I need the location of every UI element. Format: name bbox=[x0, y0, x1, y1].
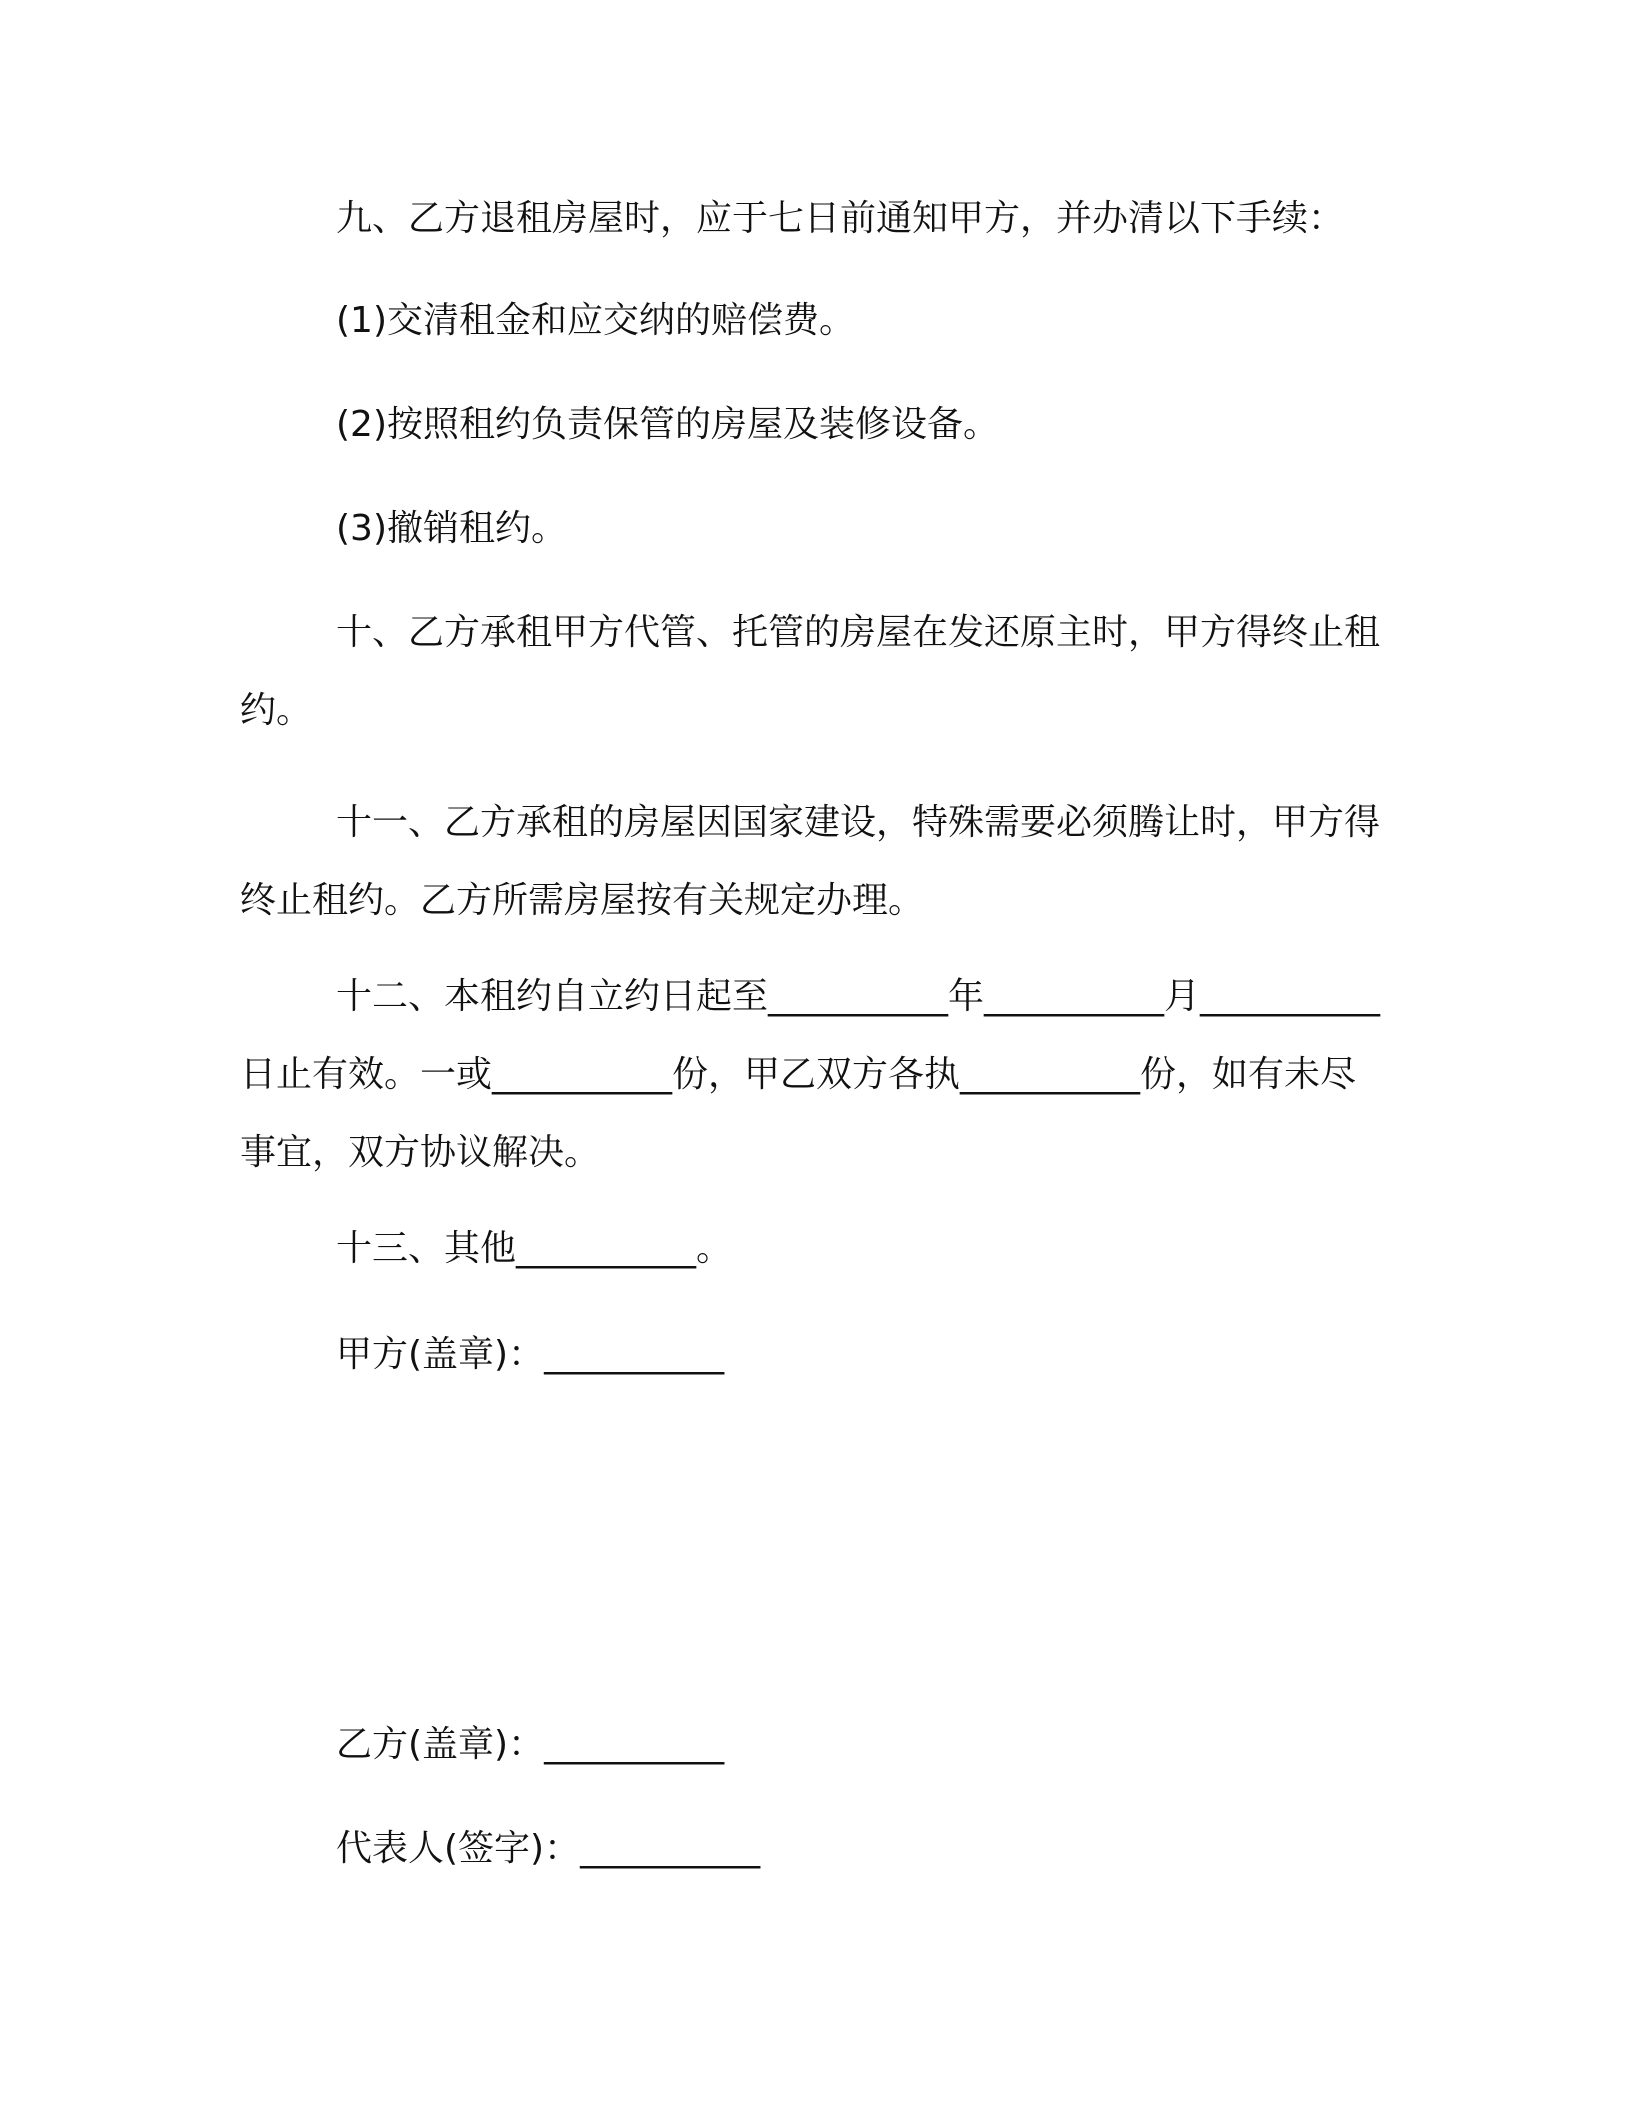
clause-12: 十二、本租约自立约日起至__________年__________月__________日止有效。一或__________份，甲乙双方各执__________份，如有未尽事宜，双方协议解决。 bbox=[240, 976, 1381, 1173]
representative-signature-line: 代表人(签字)：__________ bbox=[336, 1828, 761, 1869]
party-a-seal-line: 甲方(盖章)：__________ bbox=[336, 1334, 725, 1375]
clause-9-item-1: (1)交清租金和应交纳的赔偿费。 bbox=[336, 300, 855, 341]
clause-13: 十三、其他__________。 bbox=[336, 1228, 733, 1269]
clause-9-item-3: (3)撤销租约。 bbox=[336, 508, 567, 549]
party-b-seal-line: 乙方(盖章)：__________ bbox=[336, 1724, 725, 1765]
clause-9-item-2: (2)按照租约负责保管的房屋及装修设备。 bbox=[336, 404, 999, 445]
clause-10: 十、乙方承租甲方代管、托管的房屋在发还原主时，甲方得终止租约。 bbox=[240, 612, 1381, 731]
clause-11: 十一、乙方承租的房屋因国家建设，特殊需要必须腾让时，甲方得终止租约。乙方所需房屋按有关规定办理。 bbox=[240, 802, 1381, 921]
clause-9: 九、乙方退租房屋时，应于七日前通知甲方，并办清以下手续： bbox=[336, 198, 1345, 239]
